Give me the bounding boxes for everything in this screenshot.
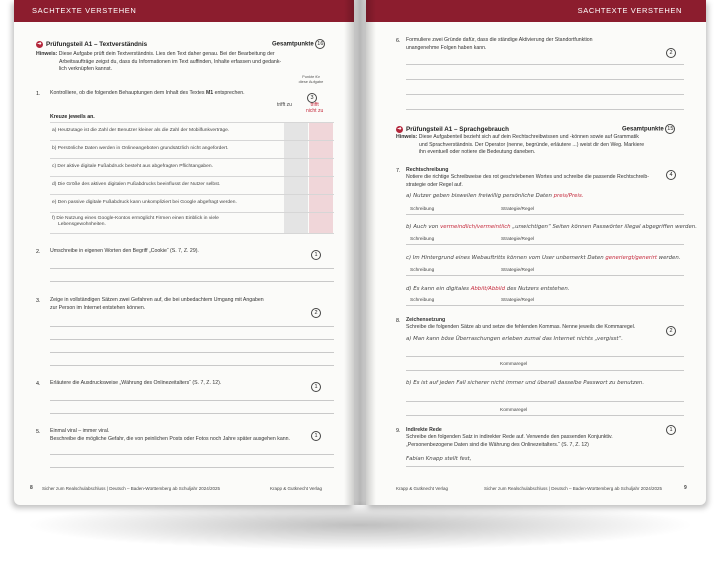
checkbox-true[interactable] xyxy=(284,177,308,194)
answer-line[interactable] xyxy=(50,365,334,366)
q8a-sentence: a) Man kann böse Überraschungen erleben zumal das Internet nichts „vergisst“. xyxy=(406,336,623,342)
answer-line[interactable] xyxy=(406,370,684,371)
q6-points: 2 xyxy=(666,44,676,62)
answer-line[interactable] xyxy=(50,454,334,455)
answer-line[interactable] xyxy=(406,109,684,110)
q7-points: 4 xyxy=(666,166,676,184)
q9-points: 1 xyxy=(666,421,676,439)
strategie-label: Strategie/Regel xyxy=(501,268,535,273)
q7c-sentence: c) Im Hintergrund eines Webauftritts können vom User unbemerkt Daten generiergt/generirt werden. xyxy=(406,255,681,261)
q5-text: Einmal viral – immer viral. Beschreibe die mögliche Gefahr, die von peinlichen Posts oder Fotos noch Jahre später ausgehen kann. xyxy=(50,428,290,442)
answer-line[interactable] xyxy=(50,326,334,327)
checkbox-false[interactable] xyxy=(309,141,333,158)
left-page xyxy=(14,0,354,505)
left-section-title: ➜ Prüfungsteil A1 – Textverständnis xyxy=(37,41,148,49)
kreuze-label: Kreuze jeweils an. xyxy=(50,114,95,120)
checkbox-true[interactable] xyxy=(284,213,308,233)
q5-points: 1 xyxy=(311,427,321,445)
answer-line[interactable] xyxy=(50,467,334,468)
answer-line[interactable] xyxy=(406,64,684,65)
schreibung-label: Schreibung xyxy=(410,268,435,273)
q2-text: Umschreibe in eigenen Worten den Begriff „Cookie“ (S. 7, Z. 29). xyxy=(50,248,199,254)
q7-number: 7. xyxy=(396,168,401,174)
answer-line[interactable] xyxy=(406,466,684,467)
q8b-sentence: b) Es ist auf jeden Fall sicherer nicht immer und überall dasselbe Passwort zu benutzen. xyxy=(406,380,645,386)
answer-line[interactable] xyxy=(406,305,684,306)
schreibung-label: Schreibung xyxy=(410,207,435,212)
q4-number: 4. xyxy=(36,381,41,387)
q3-text: Zeige in vollständigen Sätzen zwei Gefahren auf, die bei unbedachtem Umgang mit Angaben zur Person im Internet entstehen können. xyxy=(50,297,264,311)
q2-points: 1 xyxy=(311,246,321,264)
left-footer-publisher: Krapp & Gutknecht Verlag xyxy=(270,486,323,491)
checkbox-true[interactable] xyxy=(284,195,308,212)
checkbox-false[interactable] xyxy=(309,123,333,140)
checkbox-false[interactable] xyxy=(309,159,333,176)
answer-line[interactable] xyxy=(406,94,684,95)
right-header-title: SACHTEXTE VERSTEHEN xyxy=(577,6,682,15)
checkbox-false[interactable] xyxy=(309,195,333,212)
col-trifft-zu: trifft zu xyxy=(277,102,292,108)
q6-text: Formuliere zwei Gründe dafür, dass die ständige Aktivierung der Standortfunktion unangenehme Folgen haben kann. xyxy=(406,37,593,51)
left-footer-title: Sicher zum Realschulabschluss | Deutsch – Baden-Württemberg ab Schuljahr 2024/2025 xyxy=(42,486,221,491)
q9-title: Indirekte Rede xyxy=(406,427,442,433)
answer-line[interactable] xyxy=(406,275,684,276)
arrow-right-icon: ➜ xyxy=(37,41,42,47)
strategie-label: Strategie/Regel xyxy=(501,207,535,212)
col-trifft-nicht-zu: trifft nicht zu xyxy=(306,102,324,114)
answer-line[interactable] xyxy=(406,356,684,357)
table-row: b) Persönliche Daten werden in Onlineangeboten grundsätzlich nicht angefordert. xyxy=(50,140,334,158)
points-circle: 16 xyxy=(317,41,324,47)
left-page-number: 8 xyxy=(30,485,33,491)
right-footer-publisher: Krapp & Gutknecht Verlag xyxy=(396,486,449,491)
schreibung-label: Schreibung xyxy=(410,237,435,242)
checkbox-false[interactable] xyxy=(309,213,333,233)
q8-number: 8. xyxy=(396,318,401,324)
right-section-title: ➜ Prüfungsteil A1 – Sprachgebrauch xyxy=(397,126,509,134)
table-row: f) Die Nutzung eines Google-Kontos ermöglicht Firmen einen Einblick in viele Lebensgewohnheiten. xyxy=(50,212,334,234)
answer-line[interactable] xyxy=(50,281,334,282)
checkbox-false[interactable] xyxy=(309,177,333,194)
q2-number: 2. xyxy=(36,249,41,255)
q3-points: 2 xyxy=(311,304,321,322)
q9-number: 9. xyxy=(396,428,401,434)
left-hinweis: Hinweis: Diese Aufgabe prüft dein Textverständnis. Lies den Text daher genau. Bei der Bearbeitung der Arbeitsaufträge zeigst du, dass du Informationen im Text auffinden, Inhalte erfassen und gedank- lich verknüpfen kannst. xyxy=(36,51,282,73)
right-hinweis: Hinweis: Diese Aufgabenteil bezieht sich auf dein Rechtschreibwissen und -können sowie auf Grammatik und Sprachverständnis. Der Operator (nenne, begründe, erläutere ...) weist dir den Weg. Markiere ihn eventuell oder notiere die Bedeutung daneben. xyxy=(396,134,645,156)
q7-instruction: Notiere die richtige Schreibweise des rot geschriebenen Wortes und schreibe die passende Rechtschreib- strategie oder Regel auf. xyxy=(406,174,649,188)
book-shadow xyxy=(24,500,696,550)
q9-instruction: Schreibe den folgenden Satz in indirekter Rede auf. Verwende den passenden Konjunktiv. „Personenbezogene Daten sind die Währung des Onlinezeitalters.“ (S. 7, Z. 12) xyxy=(406,434,613,448)
points-note: Punkte für diese Aufgabe xyxy=(298,74,324,84)
table-row: e) Den passive digitale Fußabdruck kann unkompliziert bei Google abgefragt werden. xyxy=(50,194,334,212)
q1-number: 1. xyxy=(36,91,41,97)
table-row: c) Der aktive digitale Fußabdruck besteht aus abgefragten Pflichtangaben. xyxy=(50,158,334,176)
arrow-right-icon: ➜ xyxy=(397,126,402,132)
answer-line[interactable] xyxy=(50,352,334,353)
answer-line[interactable] xyxy=(50,268,334,269)
kommaregel-label: Kommaregel xyxy=(500,408,528,413)
answer-line[interactable] xyxy=(406,214,684,215)
q7b-sentence: b) Auch von vermeindlich/vermeintlich „unwichtigen“ Seiten können Passwörter illegal abgegriffen werden. xyxy=(406,224,697,230)
checkbox-true[interactable] xyxy=(284,141,308,158)
answer-line[interactable] xyxy=(50,413,334,414)
right-header-bar xyxy=(366,0,706,22)
book-gutter xyxy=(344,0,376,505)
q8-instruction: Schreibe die folgenden Sätze ab und setze die fehlenden Kommas. Nenne jeweils die Kommaregel. xyxy=(406,324,636,330)
schreibung-label: Schreibung xyxy=(410,298,435,303)
q5-number: 5. xyxy=(36,429,41,435)
q3-number: 3. xyxy=(36,298,41,304)
strategie-label: Strategie/Regel xyxy=(501,237,535,242)
q7-title: Rechtschreibung xyxy=(406,167,449,173)
kommaregel-label: Kommaregel xyxy=(500,362,528,367)
q6-number: 6. xyxy=(396,38,401,44)
answer-line[interactable] xyxy=(406,415,684,416)
answer-line[interactable] xyxy=(406,401,684,402)
q7a-sentence: a) Nutzer geben bisweilen freiwillig persönliche Daten preis/Preis. xyxy=(406,193,584,199)
left-header-title: SACHTEXTE VERSTEHEN xyxy=(32,6,137,15)
q8-points: 2 xyxy=(666,322,676,340)
right-total-points: Gesamtpunkte 15 xyxy=(622,126,674,133)
checkbox-true[interactable] xyxy=(284,123,308,140)
table-row: d) Die Größe des aktiven digitalen Fußabdrucks beeinflusst der Nutzer selbst. xyxy=(50,176,334,194)
strategie-label: Strategie/Regel xyxy=(501,298,535,303)
q1-points: 3 xyxy=(307,89,317,107)
checkbox-true[interactable] xyxy=(284,159,308,176)
answer-line[interactable] xyxy=(406,244,684,245)
answer-line[interactable] xyxy=(50,400,334,401)
answer-line[interactable] xyxy=(50,339,334,340)
left-header-bar xyxy=(14,0,354,22)
table-row: a) Heutzutage ist die Zahl der Benutzer kleiner als die Zahl der Mobilfunkverträge. xyxy=(50,122,334,140)
answer-line[interactable] xyxy=(406,79,684,80)
left-total-points: Gesamtpunkte 16 xyxy=(272,41,324,48)
q1-text: Kontrolliere, ob die folgenden Behauptungen dem Inhalt des Textes M1 entsprechen. xyxy=(50,90,245,96)
right-page xyxy=(366,0,706,505)
right-page-number: 9 xyxy=(684,485,687,491)
q8-title: Zeichensetzung xyxy=(406,317,446,323)
q9-answer: Fabian Knapp stellt fest, xyxy=(406,456,472,462)
q4-text: Erläutere die Ausdrucksweise „Währung des Onlinezeitalters“ (S. 7, Z. 12). xyxy=(50,380,222,386)
q4-points: 1 xyxy=(311,378,321,396)
right-footer-title: Sicher zum Realschulabschluss | Deutsch – Baden-Württemberg ab Schuljahr 2024/2025 xyxy=(484,486,663,491)
q7d-sentence: d) Es kann ein digitales Abbilt/Abbild des Nutzers entstehen. xyxy=(406,286,570,292)
